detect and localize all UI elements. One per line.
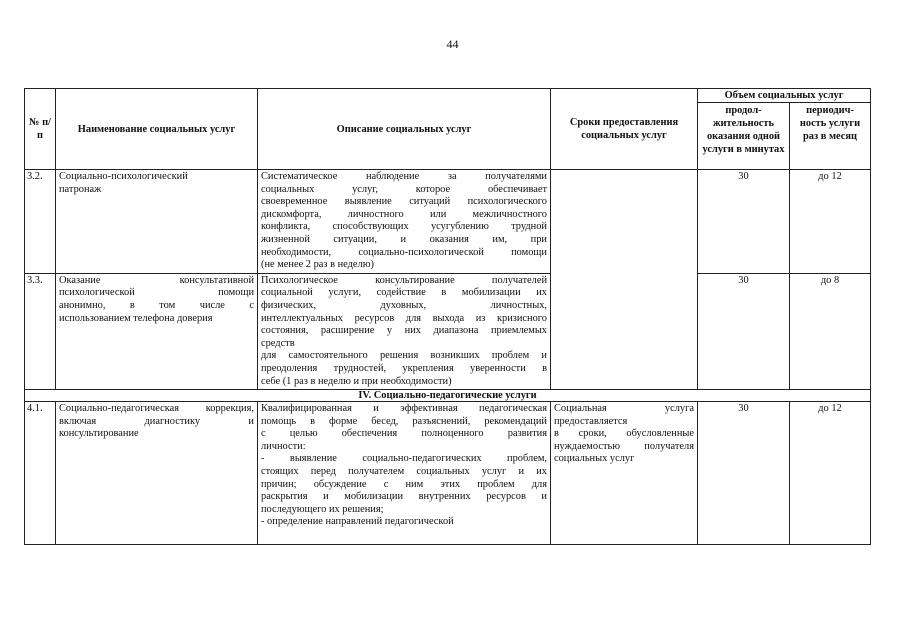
service-duration: 30 <box>698 273 790 389</box>
text-line: раскрытия и мобилизации внутренних ресурсов и <box>261 491 547 503</box>
service-name <box>56 402 258 545</box>
text-line: патронаж <box>59 183 102 195</box>
header-name: Наименование социальных услуг <box>56 89 258 170</box>
service-name <box>56 170 258 274</box>
text-line: Квалифицированная и эффективная педагогическая <box>261 403 547 415</box>
text-line: причин; обсуждение с ним этих проблем для <box>261 478 547 490</box>
header-terms: Сроки предоставления социальных услуг <box>551 89 698 170</box>
text-line: интеллектуальных ресурсов для выхода из кризисного <box>261 312 547 324</box>
header-frequency: периодич-ность услуги раз в месяц <box>790 103 871 170</box>
text-line: для самостоятельного решения возникших проблем и <box>261 350 547 362</box>
text-line: Социальная услуга <box>554 403 694 415</box>
text-line: включая диагностику и <box>59 415 254 427</box>
text-line: необходимости, социально-психологической помощи <box>261 246 547 258</box>
text-line: использованием телефона доверия <box>59 312 213 324</box>
service-name <box>56 273 258 389</box>
service-frequency: до 8 <box>790 273 871 389</box>
text-line: преодоления трудностей, укрепления уверенности в <box>261 362 547 374</box>
text-line: последующего их решения; <box>261 503 384 515</box>
text-line: консультирование <box>59 428 139 440</box>
service-description <box>258 273 551 389</box>
text-line: анонимно, в том числе с <box>59 299 254 311</box>
service-frequency: до 12 <box>790 402 871 545</box>
table-header-row <box>25 89 871 103</box>
header-num: № п/п <box>25 89 56 170</box>
text-line: конфликта, способствующих усугублению трудной <box>261 221 547 233</box>
services-table <box>24 88 871 545</box>
text-line: Систематическое наблюдение за получателями <box>261 171 547 182</box>
page-number: 44 <box>446 37 459 51</box>
text-line: психологической помощи <box>59 287 254 299</box>
section-header-row <box>25 390 871 402</box>
table-row <box>25 402 871 545</box>
text-line: (не менее 2 раз в неделю) <box>261 259 374 271</box>
text-line: жизненной ситуации, и оказания им, при <box>261 233 547 245</box>
service-description <box>258 170 551 274</box>
service-duration: 30 <box>698 402 790 545</box>
text-line: предоставляется <box>554 415 628 427</box>
text-line: нуждаемостью получателя <box>554 440 694 452</box>
header-description: Описание социальных услуг <box>258 89 551 170</box>
text-line: помощь в форме бесед, разъяснений, рекомендаций <box>261 415 547 427</box>
table-row <box>25 170 871 274</box>
text-line: - выявление социально-педагогических проблем, <box>261 453 547 465</box>
text-line: Оказание консультативной <box>59 274 254 286</box>
text-line: - определение направлений педагогической <box>261 516 454 528</box>
text-line: средств <box>261 337 295 349</box>
row-num: 3.3. <box>25 273 56 389</box>
text-line: социальной услуги, содействие в мобилизации их <box>261 287 547 299</box>
text-line: Социально-психологический <box>59 171 188 182</box>
section-title: IV. Социально-педагогические услуги <box>25 390 871 402</box>
header-volume: Объем социальных услуг <box>698 89 871 103</box>
service-terms <box>551 402 698 545</box>
row-num: 3.2. <box>25 170 56 274</box>
text-line: с целью обеспечения полноценного развития <box>261 428 547 440</box>
text-line: социальных услуг, которое обеспечивает <box>261 183 547 195</box>
text-line: социальных услуг <box>554 453 635 465</box>
text-line: дискомфорта, личностного или межличностного <box>261 208 547 220</box>
text-line: Социально-педагогическая коррекция, <box>59 403 254 415</box>
text-line: физических, духовных, личностных, <box>261 299 547 311</box>
service-terms-empty <box>551 170 698 390</box>
text-line: Психологическое консультирование получателей <box>261 274 547 286</box>
text-line: в сроки, обусловленные <box>554 428 694 440</box>
row-num: 4.1. <box>25 402 56 545</box>
service-description <box>258 402 551 545</box>
header-duration: продол-жительность оказания одной услуги в минутах <box>698 103 790 170</box>
text-line: своевременное выявление ситуаций психологического <box>261 196 547 208</box>
text-line: состояния, расширение у них диапазона приемлемых <box>261 325 547 337</box>
text-line: личности: <box>261 440 306 452</box>
service-duration: 30 <box>698 170 790 274</box>
service-frequency: до 12 <box>790 170 871 274</box>
table-row <box>25 273 871 389</box>
text-line: себе (1 раз в неделю и при необходимости) <box>261 375 452 387</box>
text-line: стоящих перед получателем социальных услуг и их <box>261 466 547 478</box>
